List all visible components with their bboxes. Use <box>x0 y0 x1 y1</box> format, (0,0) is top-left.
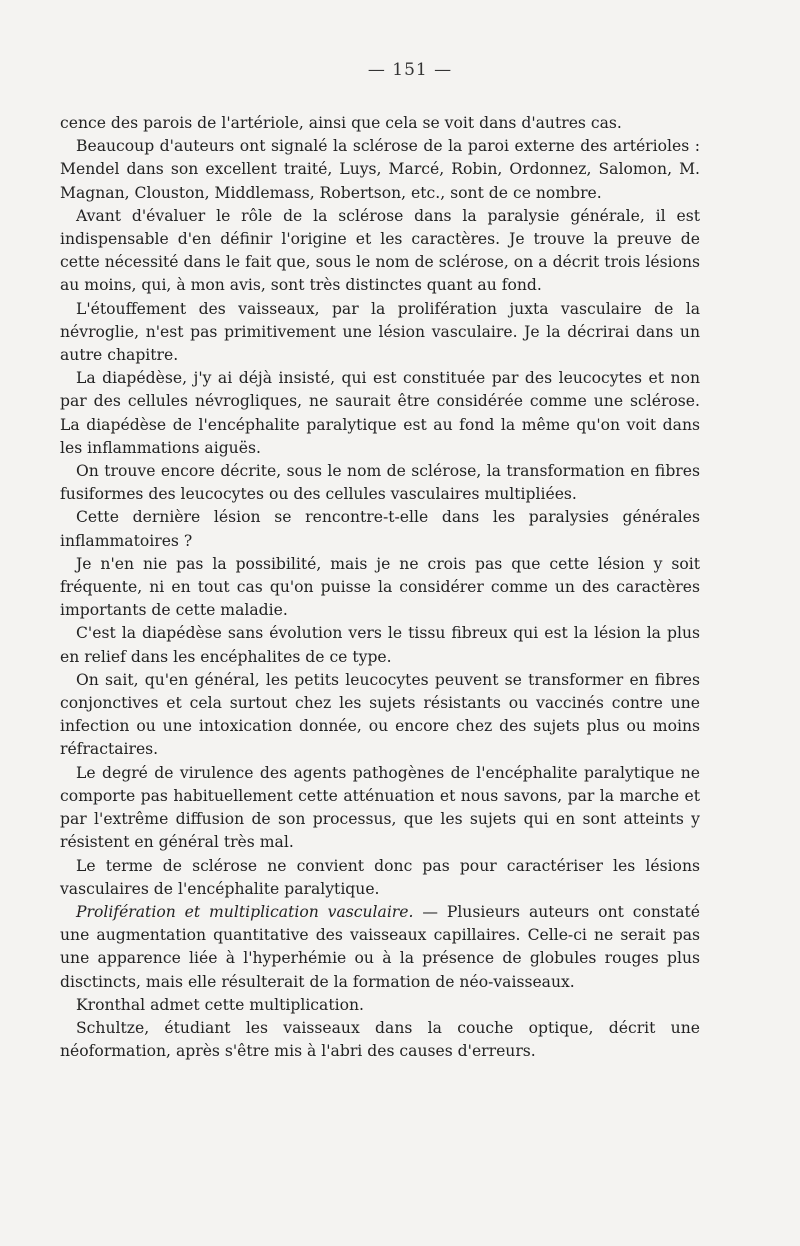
paragraph: On trouve encore décrite, sous le nom de sclérose, la transformation en fibres fusiformes des leucocytes ou des cellules vasculaires multipliées. <box>60 462 700 504</box>
section-text: — Plusieurs auteurs ont constaté une augmentation quantitative des vaisseaux capillaires. Celle-ci ne serait pas une apparence liée à l'hyperhémie ou à la présence de globules rouges plus disctincts, mais elle résulterait de la formation de néo-vaisseaux. <box>60 902 700 991</box>
paragraph: Cette dernière lésion se rencontre-t-elle dans les paralysies générales inflammatoires ? <box>60 508 700 550</box>
paragraph: La diapédèse, j'y ai déjà insisté, qui est constituée par des leucocytes et non par des cellules névrogliques, ne saurait être considérée comme une sclérose. La diapédèse de l'encéphalite paralytique est au fond la même qu'on voit dans les inflammations aiguës. <box>60 369 700 457</box>
body-text <box>60 112 700 1063</box>
paragraph: Le terme de sclérose ne convient donc pas pour caractériser les lésions vasculaires de l'encéphalite paralytique. <box>60 856 700 898</box>
paragraph: cence des parois de l'artériole, ainsi que cela se voit dans d'autres cas. <box>60 114 622 132</box>
page-number: — 151 — <box>367 60 453 80</box>
paragraph: On sait, qu'en général, les petits leucocytes peuvent se transformer en fibres conjonctives et cela surtout chez les sujets résistants ou vaccinés contre une infection ou une intoxication donnée, ou encore chez des sujets plus ou moins réfractaires. <box>60 670 700 759</box>
paragraph-section-heading <box>60 901 700 994</box>
paragraph: Je n'en nie pas la possibilité, mais je ne crois pas que cette lésion y soit fréquente, ni en tout cas qu'on puisse la considérer comme un des caractères importants de cette maladie. <box>60 554 700 620</box>
section-heading: Prolifération et multiplication vasculaire. <box>76 902 414 921</box>
paragraph: Schultze, étudiant les vaisseaux dans la couche optique, décrit une néoformation, après s'être mis à l'abri des causes d'erreurs. <box>60 1018 700 1061</box>
paragraph: L'étouffement des vaisseaux, par la prolifération juxta vasculaire de la névroglie, n'est pas primitivement une lésion vasculaire. Je la décrirai dans un autre chapitre. <box>60 299 700 365</box>
paragraph: Le degré de virulence des agents pathogènes de l'encéphalite paralytique ne comporte pas habituellement cette atténuation et nous savons, par la marche et par l'extrême diffusion de son processus, que les sujets qui en sont atteints y résistent en général très mal. <box>60 763 700 852</box>
document-page <box>60 60 700 1063</box>
paragraph: Avant d'évaluer le rôle de la sclérose dans la paralysie générale, il est indispensable d'en définir l'origine et les caractères. Je trouve la preuve de cette nécessité dans le fait que, sous le nom de sclérose, on a décrit trois lésions au moins, qui, à mon avis, sont très distinctes quant au fond. <box>60 206 700 295</box>
paragraph: C'est la diapédèse sans évolution vers le tissu fibreux qui est la lésion la plus en relief dans les encéphalites de ce type. <box>60 624 700 666</box>
paragraph: Kronthal admet cette multiplication. <box>76 995 364 1014</box>
paragraph: Beaucoup d'auteurs ont signalé la sclérose de la paroi externe des artérioles : Mendel dans son excellent traité, Luys, Marcé, Robin, Ordonnez, Salomon, M. Magnan, Clouston, Middlemass, Robertson, etc., sont de ce nombre. <box>60 137 700 202</box>
